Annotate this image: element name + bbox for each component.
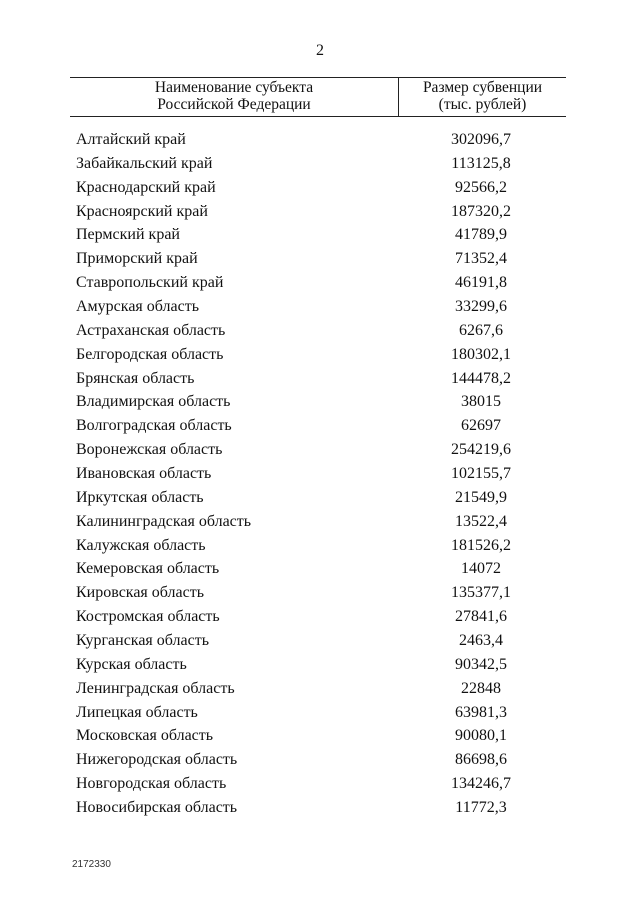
region-name: Амурская область — [76, 298, 199, 316]
subvention-value: 21549,9 — [455, 488, 507, 506]
subvention-value: 254219,6 — [451, 441, 511, 459]
region-name: Владимирская область — [76, 393, 231, 411]
subvention-value: 86698,6 — [455, 751, 507, 769]
subvention-value: 22848 — [461, 679, 501, 697]
table-row — [76, 557, 566, 581]
table-body — [76, 128, 566, 820]
subvention-value: 38015 — [461, 393, 501, 411]
table-row — [76, 128, 566, 152]
subvention-value: 113125,8 — [451, 154, 511, 172]
region-name: Нижегородская область — [76, 751, 238, 769]
header-name-line2: Российской Федерации — [157, 96, 311, 113]
table-row — [76, 462, 566, 486]
region-name: Кемеровская область — [76, 560, 220, 578]
table-row — [76, 295, 566, 319]
header-name-cell — [70, 79, 398, 113]
page-number: 2 — [316, 42, 324, 59]
subvention-value: 135377,1 — [451, 584, 511, 602]
region-name: Курская область — [76, 655, 187, 673]
table-row — [76, 605, 566, 629]
subvention-value: 90342,5 — [455, 655, 507, 673]
table-row — [76, 271, 566, 295]
table-row — [76, 438, 566, 462]
region-name: Ленинградская область — [76, 679, 235, 697]
subvention-value: 180302,1 — [451, 345, 511, 363]
subvention-value: 14072 — [461, 560, 501, 578]
region-name: Костромская область — [76, 608, 220, 626]
table-row — [76, 677, 566, 701]
table-row — [76, 534, 566, 558]
region-name: Приморский край — [76, 250, 198, 268]
region-name: Ставропольский край — [76, 274, 224, 292]
header-size-line1: Размер субвенции — [422, 79, 543, 96]
region-name: Калужская область — [76, 536, 206, 554]
subvention-value: 90080,1 — [455, 727, 507, 745]
region-name: Новгородская область — [76, 775, 227, 793]
table-row — [76, 748, 566, 772]
region-name: Новосибирская область — [76, 799, 238, 817]
subvention-value: 181526,2 — [451, 536, 511, 554]
table-row — [76, 486, 566, 510]
header-size-cell — [399, 79, 566, 113]
region-name: Липецкая область — [76, 703, 198, 721]
subvention-value: 11772,3 — [455, 799, 507, 817]
subvention-value: 71352,4 — [455, 250, 507, 268]
table-row — [76, 247, 566, 271]
subvention-value: 6267,6 — [459, 321, 503, 339]
table-header — [70, 77, 566, 117]
table-row — [76, 223, 566, 247]
table-row — [76, 772, 566, 796]
table-row — [76, 319, 566, 343]
table-row — [76, 796, 566, 820]
table-row — [76, 390, 566, 414]
region-name: Алтайский край — [76, 131, 186, 148]
table-row — [76, 414, 566, 438]
region-name: Белгородская область — [76, 345, 224, 363]
region-name: Калининградская область — [76, 512, 252, 530]
table-row — [76, 176, 566, 200]
table-row — [76, 701, 566, 725]
subvention-value: 102155,7 — [451, 465, 511, 483]
region-name: Воронежская область — [76, 441, 223, 459]
region-name: Московская область — [76, 727, 214, 745]
subvention-value: 187320,2 — [451, 202, 511, 220]
subvention-value: 2463,4 — [459, 632, 503, 650]
subvention-value: 144478,2 — [451, 369, 511, 387]
subvention-value: 62697 — [461, 417, 501, 435]
table-row — [76, 653, 566, 677]
region-name: Курганская область — [76, 632, 210, 650]
document-code: 2172330 — [72, 859, 111, 870]
table-row — [76, 581, 566, 605]
table-row — [76, 152, 566, 176]
table-row — [76, 367, 566, 391]
subvention-value: 27841,6 — [455, 608, 507, 626]
region-name: Краснодарский край — [76, 178, 216, 196]
subvention-value: 33299,6 — [455, 298, 507, 316]
region-name: Брянская область — [76, 369, 195, 387]
region-name: Красноярский край — [76, 202, 208, 220]
subvention-value: 46191,8 — [455, 274, 507, 292]
subvention-value: 134246,7 — [451, 775, 511, 793]
region-name: Ивановская область — [76, 465, 212, 483]
region-name: Кировская область — [76, 584, 205, 602]
header-size-line2: (тыс. рублей) — [438, 96, 527, 113]
region-name: Забайкальский край — [76, 154, 213, 172]
region-name: Волгоградская область — [76, 417, 232, 435]
table-row — [76, 629, 566, 653]
table-row — [76, 200, 566, 224]
subvention-value: 63981,3 — [455, 703, 507, 721]
subvention-value: 92566,2 — [455, 178, 507, 196]
region-name: Пермский край — [76, 226, 180, 244]
table-row — [76, 343, 566, 367]
subvention-value: 302096,7 — [451, 131, 511, 148]
subvention-value: 41789,9 — [455, 226, 507, 244]
table-row — [76, 510, 566, 534]
header-name-line1: Наименование субъекта — [154, 79, 314, 96]
region-name: Астраханская область — [76, 321, 226, 339]
subvention-value: 13522,4 — [455, 512, 507, 530]
table-row — [76, 724, 566, 748]
region-name: Иркутская область — [76, 488, 204, 506]
